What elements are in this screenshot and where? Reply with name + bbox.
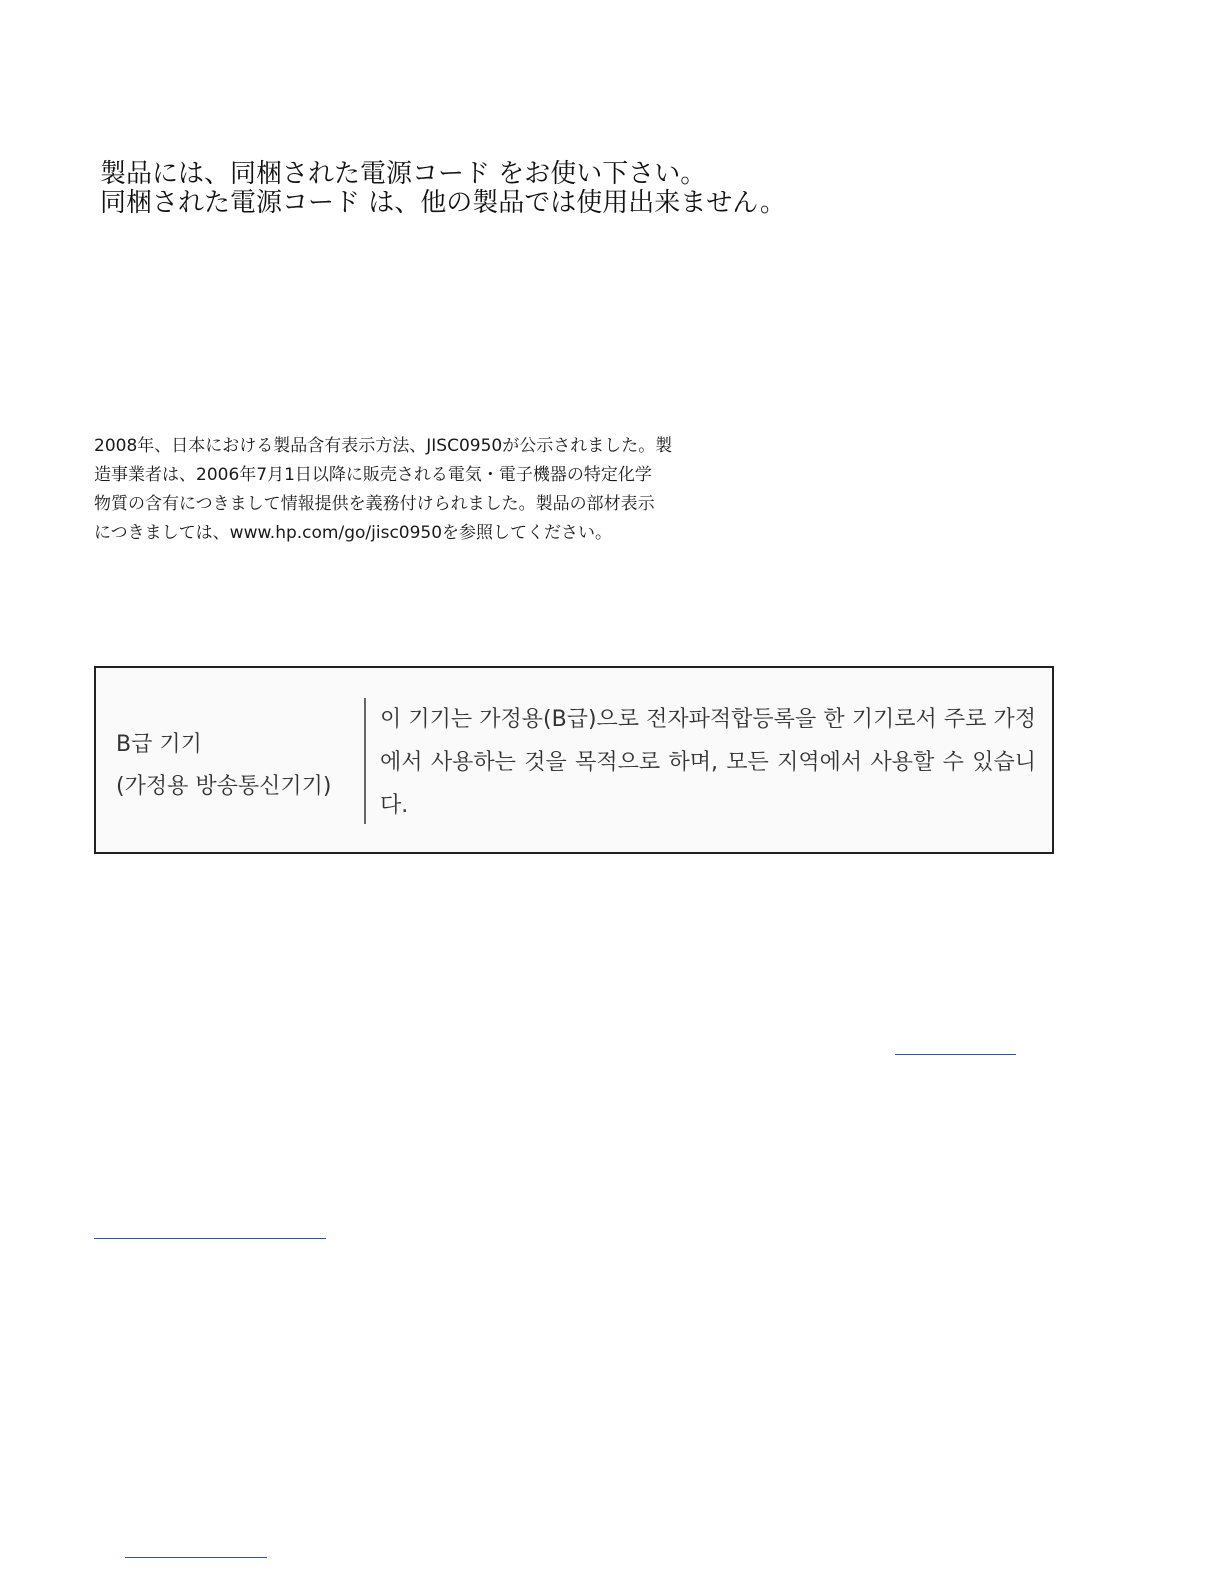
jis-notice-line: 2008年、日本における製品含有表示方法、JISC0950が公示されました。製 [94,436,673,456]
class-b-sublabel: (가정용 방송통신기기) [116,774,332,799]
link-underline[interactable] [125,1557,267,1558]
link-underline[interactable] [94,1238,326,1239]
korean-class-label [116,724,356,808]
korean-notice-body: 이 기기는 가정용(B급)으로 전자파적합등록을 한 기기로서 주로 가정에서 사용하는 것을 목적으로 하며, 모든 지역에서 사용할 수 있습니다. [380,707,1036,818]
korean-class-b-notice [94,666,1054,854]
power-cord-notice-line2: 同梱された電源コード は、他の製品では使用出来ません。 [100,188,786,218]
jis-c0950-notice [94,432,674,548]
link-underline[interactable] [895,1054,1016,1055]
jis-notice-line: につきましては、www.hp.com/go/jisc0950を参照してください。 [94,523,613,543]
class-b-label: B급 기기 [116,732,202,757]
jis-notice-line: 造事業者は、2006年7月1日以降に販売される電気・電子機器の特定化学 [94,465,652,485]
power-cord-notice [100,160,860,218]
vertical-divider [364,698,366,824]
power-cord-notice-line1: 製品には、同梱された電源コード をお使い下さい。 [100,159,707,189]
jis-notice-line: 物質の含有につきまして情報提供を義務付けられました。製品の部材表示 [94,494,655,514]
